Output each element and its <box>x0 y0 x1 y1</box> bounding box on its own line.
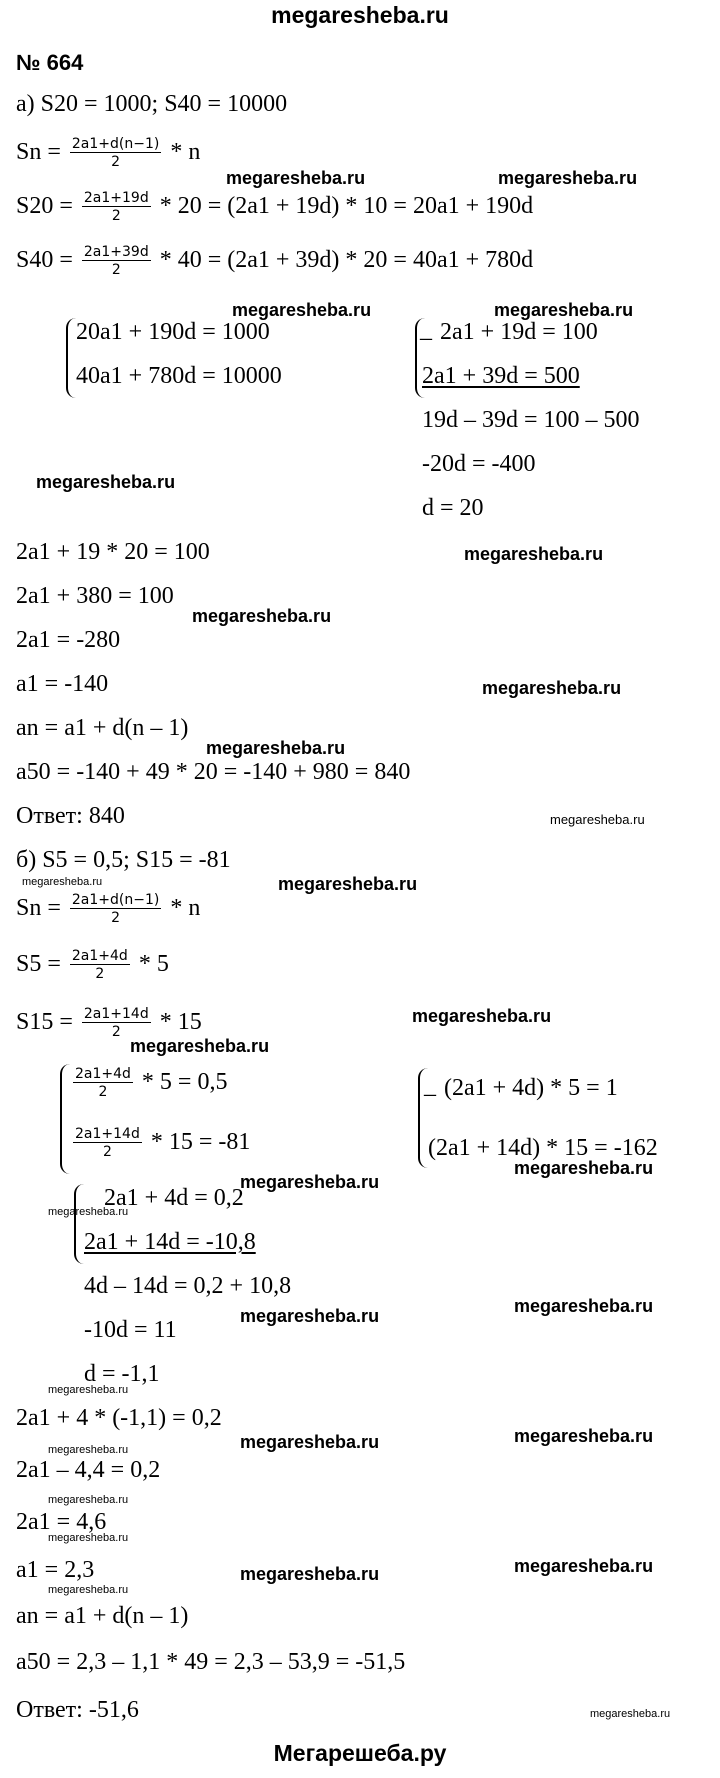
part-a-s20 <box>16 190 533 225</box>
system-b3-line2: 2a1 + 14d = -10,8 <box>84 1229 256 1255</box>
formula-rhs: * n <box>170 139 201 166</box>
step: 4d – 14d = 0,2 + 10,8 <box>84 1273 292 1299</box>
step: a50 = -140 + 49 * 20 = -140 + 980 = 840 <box>16 759 411 785</box>
step: d = -1,1 <box>84 1361 160 1387</box>
answer-a: Ответ: 840 <box>16 803 125 829</box>
formula-fraction <box>70 892 161 927</box>
watermark: megaresheba.ru <box>464 544 604 564</box>
sys-b1-denominator1: 2 <box>98 1084 108 1100</box>
step: 2a1 – 4,4 = 0,2 <box>16 1457 161 1483</box>
s15-lhs: S15 = <box>16 1009 73 1036</box>
part-b-formula <box>16 892 200 927</box>
site-header: megaresheba.ru <box>271 2 449 28</box>
s15-denominator: 2 <box>111 1024 121 1040</box>
watermark: megaresheba.ru <box>498 168 638 188</box>
step: a1 = 2,3 <box>16 1557 95 1583</box>
formula-rhs: * n <box>170 895 201 922</box>
s40-numerator: 2a1+39d <box>83 244 149 260</box>
step: a50 = 2,3 – 1,1 * 49 = 2,3 – 53,9 = -51,5 <box>16 1649 406 1675</box>
watermark: megaresheba.ru <box>514 1556 654 1576</box>
watermark: megaresheba.ru <box>48 1494 129 1506</box>
s20-lhs: S20 = <box>16 193 73 220</box>
s20-numerator: 2a1+19d <box>83 190 149 206</box>
watermark: megaresheba.ru <box>240 1306 380 1326</box>
system-b2-line1: (2a1 + 4d) * 5 = 1 <box>444 1075 618 1101</box>
watermark: megaresheba.ru <box>482 678 622 698</box>
watermark: megaresheba.ru <box>240 1172 380 1192</box>
watermark: megaresheba.ru <box>412 1006 552 1026</box>
watermark: megaresheba.ru <box>494 300 634 320</box>
step: an = a1 + d(n – 1) <box>16 1603 189 1629</box>
step: 2a1 = -280 <box>16 627 121 653</box>
step: 2a1 = 4,6 <box>16 1509 107 1535</box>
system2-line2: 2a1 + 39d = 500 <box>422 363 580 389</box>
watermark: megaresheba.ru <box>48 1444 129 1456</box>
minus-sign: _ <box>420 317 432 343</box>
step: 2a1 + 4 * (-1,1) = 0,2 <box>16 1405 222 1431</box>
watermark: megaresheba.ru <box>22 876 103 888</box>
watermark: megaresheba.ru <box>48 1206 129 1218</box>
step: a1 = -140 <box>16 671 109 697</box>
problem-number: № 664 <box>16 50 84 75</box>
watermark: megaresheba.ru <box>514 1426 654 1446</box>
watermark: megaresheba.ru <box>36 472 176 492</box>
formula-lhs: Sn = <box>16 139 61 166</box>
formula-lhs: Sn = <box>16 895 61 922</box>
sys-b1-numerator2: 2a1+14d <box>75 1126 140 1142</box>
watermark: megaresheba.ru <box>240 1432 380 1452</box>
sys-b1-denominator2: 2 <box>102 1144 112 1160</box>
answer-b: Ответ: -51,6 <box>16 1697 139 1723</box>
system-b1-line1 <box>70 1066 227 1101</box>
sys-b1-fraction2 <box>73 1126 142 1161</box>
s5-denominator: 2 <box>95 966 105 982</box>
formula-denominator: 2 <box>111 154 121 170</box>
s40-fraction <box>82 244 151 279</box>
formula-denominator: 2 <box>111 910 121 926</box>
formula-fraction <box>70 136 161 171</box>
formula-numerator: 2a1+d(n−1) <box>71 136 160 152</box>
formula-numerator: 2a1+d(n−1) <box>71 892 160 908</box>
s40-lhs: S40 = <box>16 247 73 274</box>
s5-numerator: 2a1+4d <box>71 948 128 964</box>
step: 2a1 + 380 = 100 <box>16 583 174 609</box>
watermark: megaresheba.ru <box>206 738 346 758</box>
watermark: megaresheba.ru <box>232 300 372 320</box>
s5-lhs: S5 = <box>16 951 61 978</box>
watermark: megaresheba.ru <box>550 812 645 827</box>
part-b-s5 <box>16 948 169 983</box>
watermark: megaresheba.ru <box>514 1158 654 1178</box>
minus-sign: _ <box>424 1073 436 1099</box>
s40-rhs: * 40 = (2a1 + 39d) * 20 = 40a1 + 780d <box>159 247 534 274</box>
site-footer: Мегарешеба.ру <box>273 1740 447 1766</box>
sys-b1-rhs2: * 15 = -81 <box>150 1129 251 1156</box>
step: an = a1 + d(n – 1) <box>16 715 189 741</box>
sys-b1-rhs1: * 5 = 0,5 <box>141 1069 228 1096</box>
watermark: megaresheba.ru <box>48 1384 129 1396</box>
s40-denominator: 2 <box>111 262 121 278</box>
step: 2a1 + 19 * 20 = 100 <box>16 539 210 565</box>
s20-fraction <box>82 190 151 225</box>
part-a-given: а) S20 = 1000; S40 = 10000 <box>16 91 288 117</box>
part-b-given: б) S5 = 0,5; S15 = -81 <box>16 847 231 873</box>
watermark: megaresheba.ru <box>226 168 366 188</box>
watermark: megaresheba.ru <box>130 1036 270 1056</box>
watermark: megaresheba.ru <box>590 1708 671 1720</box>
system-b2-line2: (2a1 + 14d) * 15 = -162 <box>428 1135 658 1161</box>
watermark: megaresheba.ru <box>278 874 418 894</box>
watermark: megaresheba.ru <box>514 1296 654 1316</box>
step: -20d = -400 <box>422 451 536 477</box>
sys-b1-fraction1 <box>73 1066 133 1101</box>
system1-line1: 20a1 + 190d = 1000 <box>76 319 270 345</box>
s20-rhs: * 20 = (2a1 + 19d) * 10 = 20a1 + 190d <box>159 193 534 220</box>
watermark: megaresheba.ru <box>48 1584 129 1596</box>
s15-numerator: 2a1+14d <box>83 1006 149 1022</box>
sys-b1-numerator1: 2a1+4d <box>75 1066 131 1082</box>
s15-rhs: * 15 <box>159 1009 202 1036</box>
part-a-formula <box>16 136 200 171</box>
s20-denominator: 2 <box>111 208 121 224</box>
step: 19d – 39d = 100 – 500 <box>422 407 640 433</box>
system-b3-line1: 2a1 + 4d = 0,2 <box>104 1185 244 1211</box>
s5-fraction <box>70 948 130 983</box>
s5-rhs: * 5 <box>138 951 169 978</box>
watermark: megaresheba.ru <box>192 606 332 626</box>
system1-line2: 40a1 + 780d = 10000 <box>76 363 282 389</box>
step: -10d = 11 <box>84 1317 177 1343</box>
system2-line1: 2a1 + 19d = 100 <box>440 319 598 345</box>
watermark: megaresheba.ru <box>240 1564 380 1584</box>
system-b1-line2 <box>70 1126 250 1161</box>
part-a-s40 <box>16 244 533 279</box>
step: d = 20 <box>422 495 484 521</box>
watermark: megaresheba.ru <box>48 1532 129 1544</box>
